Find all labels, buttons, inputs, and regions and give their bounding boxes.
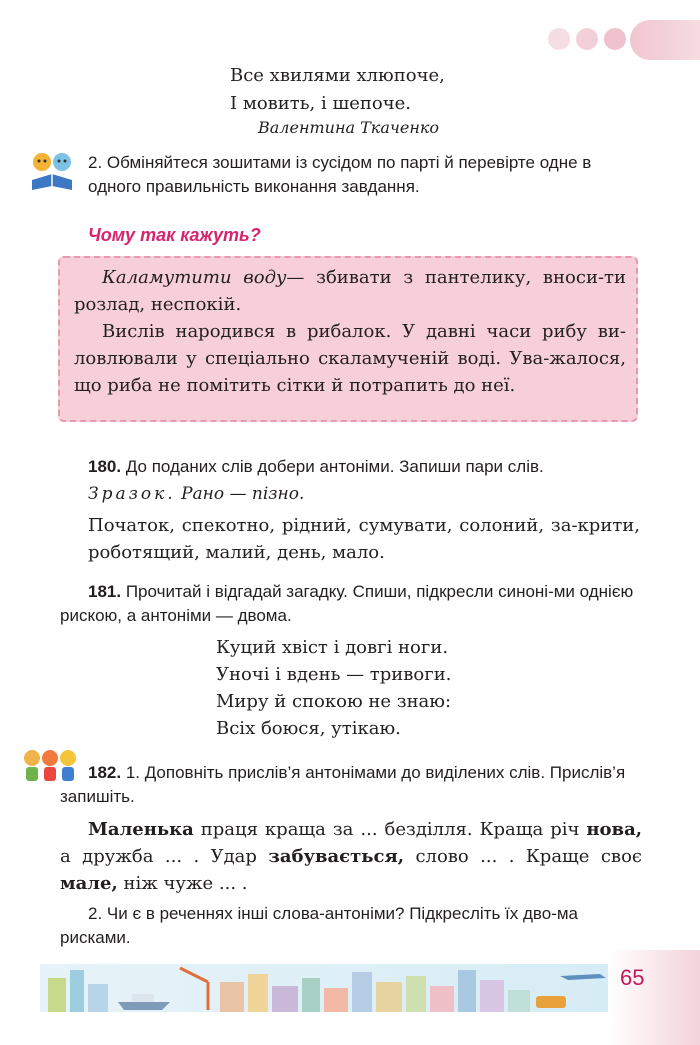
sample-text: Рано — пізно. [181, 484, 305, 504]
exercise-number: 181. [88, 582, 122, 601]
riddle-line: Всіх боюся, утікаю. [216, 718, 401, 739]
section-heading: Чому так кажуть? [88, 225, 261, 245]
highlighted-word: мале, [60, 873, 118, 894]
exercise-180-words: Початок, спекотно, рідний, сумувати, солоний, за-крити, роботящий, малий, день, мало. [88, 515, 640, 563]
sample-label: Зразок. [88, 484, 176, 504]
page-number: 65 [620, 965, 645, 990]
proverb-text: а дружба ... . Удар [60, 846, 269, 867]
proverb-text: праця краща за ... безділля. Краща річ [193, 819, 587, 840]
riddle-line: Куций хвіст і довгі ноги. [216, 637, 449, 658]
highlighted-word: забувається, [268, 846, 405, 867]
proverb-text: слово ... . Краще своє [404, 846, 642, 867]
city-illustration [40, 964, 620, 1012]
instruction-text: Прочитай і відгадай загадку. Спиши, підкресли синоні-ми однією рискою, а антоніми — двома. [60, 582, 634, 625]
exercise-181-instruction [60, 580, 642, 628]
exercise-182-instruction [60, 761, 642, 809]
decor-pill [630, 20, 700, 60]
instruction-text: До поданих слів добери антоніми. Запиши пари слів. [125, 457, 544, 476]
decor-dot [576, 28, 598, 50]
idiom-definition: — збивати з пантелику, вноси-ти розлад, неспокій. [74, 267, 626, 315]
exercise-number: 182. [88, 763, 122, 782]
riddle [216, 634, 451, 742]
highlighted-word: нова, [586, 819, 642, 840]
poem-author: Валентина Ткаченко [258, 118, 440, 137]
poem-top [230, 62, 445, 118]
idiom-term: Каламутити воду [102, 267, 287, 288]
poem-line: Все хвилями хлюпоче, [230, 65, 445, 86]
exercise-182-task2: 2. Чи є в реченнях інші слова-антоніми? Підкресліть їх дво-ма рисками. [60, 904, 578, 947]
poem-line: І мовить, і шепоче. [230, 93, 411, 114]
sample-line [88, 484, 304, 504]
exercise-number: 180. [88, 457, 122, 476]
instruction-text: 1. Доповніть прислів’я антонімами до виділених слів. Прислів’я запишіть. [60, 763, 626, 806]
highlighted-word: Маленька [88, 819, 194, 840]
riddle-line: Уночі і вдень — тривоги. [216, 664, 452, 685]
idiom-text [74, 264, 626, 399]
proverb-text: ніж чуже ... . [117, 873, 248, 894]
proverbs-text [60, 816, 642, 897]
decor-dot [604, 28, 626, 50]
riddle-line: Миру й спокою не знаю: [216, 691, 452, 712]
idiom-explanation: Вислів народився в рибалок. У давні часи рибу ви-ловлювали у спеціально скаламученій воді. Ува-жалося, що риба не помітить сітки й потрапить до неї. [74, 321, 626, 396]
decor-dot [548, 28, 570, 50]
kids-reading-icon [28, 150, 76, 194]
pair-task-text: 2. Обміняйтеся зошитами із сусідом по парті й перевірте одне в одного правильність виконання завдання. [88, 153, 592, 196]
exercise-180-instruction [88, 455, 648, 479]
